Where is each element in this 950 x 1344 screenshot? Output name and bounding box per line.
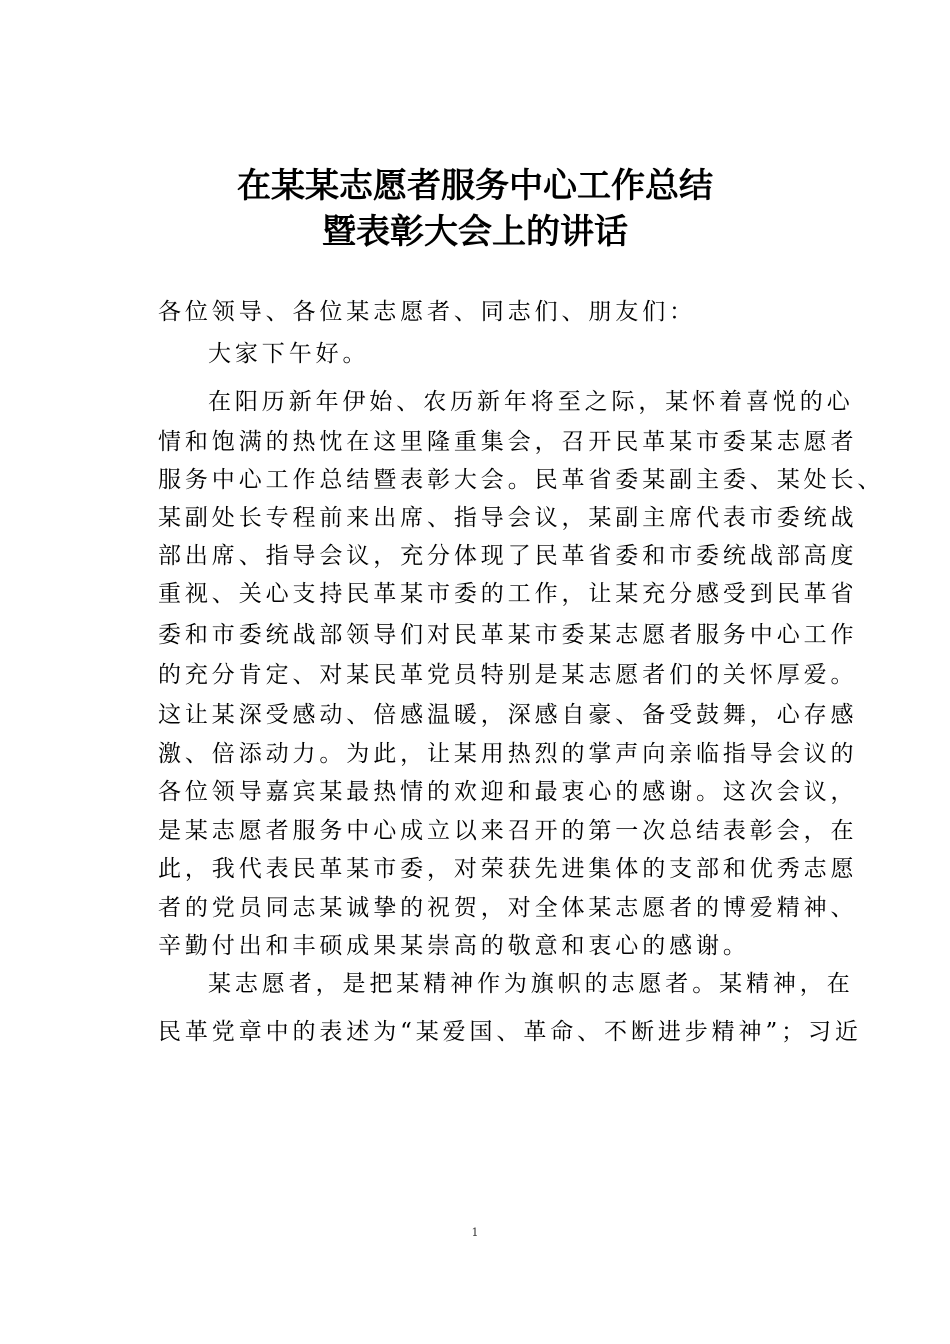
page-number: 1: [471, 1226, 479, 1239]
salutation: 各位领导、各位某志愿者、同志们、朋友们：: [158, 299, 696, 325]
paragraph-line: 各位领导嘉宾某最热情的欢迎和最衷心的感谢。这次会议，: [158, 779, 858, 805]
paragraph-line: 的充分肯定、对某民革党员特别是某志愿者们的关怀厚爱。: [158, 662, 858, 688]
paragraph-line: 重视、关心支持民革某市委的工作，让某充分感受到民革省: [158, 581, 858, 607]
document-title-line-1: 在某某志愿者服务中心工作总结: [237, 166, 713, 206]
paragraph-line: 某志愿者，是把某精神作为旗帜的志愿者。某精神，在: [208, 971, 854, 997]
paragraph-line: 者的党员同志某诚挚的祝贺，对全体某志愿者的博爱精神、: [158, 895, 858, 921]
paragraph-line: 在阳历新年伊始、农历新年将至之际，某怀着喜悦的心: [208, 389, 854, 415]
document-title-line-2: 暨表彰大会上的讲话: [322, 212, 628, 252]
greeting: 大家下午好。: [208, 341, 370, 367]
paragraph-line: 情和饱满的热忱在这里隆重集会，召开民革某市委某志愿者: [158, 429, 858, 455]
paragraph-line: 委和市委统战部领导们对民革某市委某志愿者服务中心工作: [158, 622, 858, 648]
paragraph-line: 激、倍添动力。为此，让某用热烈的掌声向亲临指导会议的: [158, 741, 858, 767]
paragraph-line: 民革党章中的表述为“某爱国、革命、不断进步精神”；习近: [158, 1019, 862, 1045]
paragraph-line: 服务中心工作总结暨表彰大会。民革省委某副主委、某处长、: [158, 467, 885, 493]
paragraph-line: 辛勤付出和丰硕成果某崇高的敬意和衷心的感谢。: [158, 933, 750, 959]
paragraph-line: 此，我代表民革某市委，对荣获先进集体的支部和优秀志愿: [158, 856, 858, 882]
paragraph-line: 部出席、指导会议，充分体现了民革省委和市委统战部高度: [158, 543, 858, 569]
paragraph-line: 是某志愿者服务中心成立以来召开的第一次总结表彰会，在: [158, 818, 858, 844]
paragraph-line: 某副处长专程前来出席、指导会议，某副主席代表市委统战: [158, 505, 858, 531]
paragraph-line: 这让某深受感动、倍感温暖，深感自豪、备受鼓舞，心存感: [158, 702, 858, 728]
